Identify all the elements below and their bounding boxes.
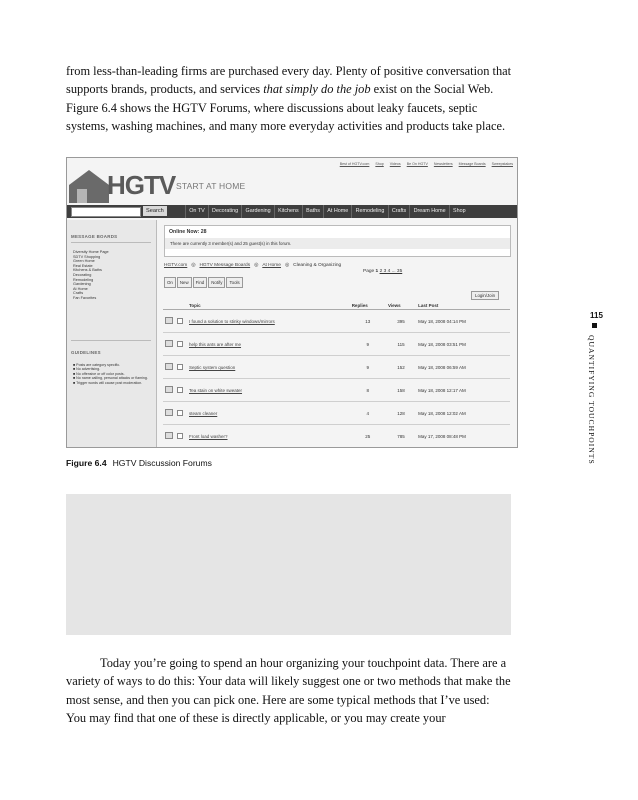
cell [163,356,175,379]
board-link[interactable]: Real Estate [73,263,93,268]
topic-link[interactable]: I found a solution to stinky windows/mirrors [189,318,275,324]
cell [175,356,187,379]
tagline: START AT HOME [176,181,246,191]
last-post-cell: May 18, 2008 04:14 PM [416,310,510,333]
forum-sidebar [67,220,157,447]
square-bullet-icon [592,323,597,328]
board-list [73,250,109,301]
running-head: QUANTIFYING TOUCHPOINTS [587,335,596,465]
table-row[interactable] [163,379,510,402]
breadcrumb-link[interactable]: HGTV.com [164,263,188,268]
top-link[interactable]: Shop [375,162,384,166]
topic-link[interactable]: Septic system question [189,364,236,370]
guideline-item: ■ Posts are category specific. [73,363,121,367]
board-link[interactable]: At Home [73,286,88,291]
top-link[interactable]: Be On HGTV [406,162,428,166]
body-paragraph-2: Today you’re going to spend an hour organizing your touchpoint data. There are a variety of ways to do this: Your data will likely suggest one or two methods that make the most sense, and then you can pick one. Here are some typical methods that I’ve used: You may find that one of these is directly applicable, or you may create your [66,656,511,726]
last-post-cell: May 18, 2008 12:17 AM [416,379,510,402]
views-cell [386,448,416,449]
views-cell: 785 [386,425,416,448]
last-post-cell: May 18, 2008 03:51 PM [416,333,510,356]
nav-items [185,205,469,218]
thread-icon [165,409,173,416]
top-links [340,162,513,166]
topics-table [163,301,510,448]
post-icon [177,387,183,393]
col-views: Views [386,301,416,310]
nav-item[interactable]: Decorating [208,205,241,218]
col-last-post: Last Post [416,301,510,310]
paragraph-1-emphasis: that simply do the job [263,82,371,97]
tool-on-button[interactable]: On [164,277,176,288]
search-input[interactable] [71,207,141,217]
guideline-item: ■ No name calling, personal attacks or flaming. [73,376,148,381]
post-icon [177,364,183,370]
sidebar-divider [71,340,151,341]
cell [163,448,175,449]
search-button[interactable]: Search [143,206,167,216]
topic-link[interactable]: help this ants are after me [189,341,242,347]
guideline-item: ■ No advertising. [73,367,101,372]
breadcrumb-separator-icon: ◎ [191,263,196,268]
col-topic: Topic [187,301,350,310]
nav-item[interactable]: On TV [185,205,208,218]
online-title: Online Now: 28 [169,229,207,235]
views-cell: 395 [386,310,416,333]
replies-cell: 25 [350,425,386,448]
post-icon [177,433,183,439]
sidebar-divider [71,242,151,243]
board-link[interactable]: Decorating [73,272,92,277]
post-icon [177,318,183,324]
board-link[interactable]: Remodeling [73,277,94,282]
caption-text: HGTV Discussion Forums [112,458,212,468]
table-header [163,301,510,310]
online-now-box [164,225,511,257]
cell [163,379,175,402]
pager-current: 1 [375,269,379,274]
replies-cell: 4 [350,402,386,425]
views-cell: 128 [386,402,416,425]
thread-icon [165,386,173,393]
pager-links[interactable]: 2 3 4 ... 35 [379,269,403,274]
replies-cell: 13 [350,310,386,333]
views-cell: 115 [386,333,416,356]
top-link[interactable]: Sweepstakes [491,162,513,166]
board-link[interactable]: Diversity Home Page [73,250,109,254]
top-link[interactable]: Best of HGTV.com [339,162,370,166]
nav-item[interactable]: Shop [449,205,469,218]
nav-item[interactable]: Remodeling [351,205,387,218]
paragraph-1-part1: from less-than-leading firms are purchased every day. Plenty of positive conversation that supports brands, products, and services [66,64,512,97]
board-link[interactable]: Green Home [73,259,95,264]
cell [175,310,187,333]
body-paragraph-1 [66,62,512,136]
hgtv-logo[interactable]: HGTV [107,170,176,200]
guidelines-list [73,363,151,385]
caption-label: Figure 6.4 [66,458,107,468]
board-link[interactable]: SDTV Shopping [73,254,101,259]
breadcrumb-separator-icon: ◎ [254,263,259,268]
replies-cell [350,448,386,449]
last-post-cell: May 17, 2008 08:48 PM [416,425,510,448]
cell [163,425,175,448]
breadcrumb-link[interactable]: At Home [262,263,281,268]
page-number: 115 [590,311,603,320]
replies-cell: 9 [350,356,386,379]
cell [163,333,175,356]
topic-link[interactable]: steam cleaner [189,410,218,416]
replies-cell: 8 [350,379,386,402]
cell [187,379,350,402]
figure-hgtv-forums [66,157,518,448]
nav-item[interactable]: Gardening [241,205,274,218]
pager-label: Page [363,269,375,274]
cell [187,310,350,333]
nav-item[interactable]: At Home [323,205,351,218]
cell [175,448,187,449]
paragraph-1-part2: exist on the Social Web. Figure 6.4 shows the HGTV Forums, where discussions about leaky faucets, septic systems, washing machines, and many more everyday activities and products take place. [66,82,506,134]
thread-icon [165,340,173,347]
cell [175,425,187,448]
cell [175,402,187,425]
replies-cell: 9 [350,333,386,356]
guidelines-heading: GUIDELINES [71,350,101,355]
col-replies: Replies [350,301,386,310]
table-row[interactable] [163,448,510,449]
views-cell: 158 [386,379,416,402]
table-row[interactable] [163,310,510,333]
breadcrumb-link[interactable]: HGTV Message Boards [199,263,251,268]
forum-toolbar [164,277,243,288]
cell [187,333,350,356]
icon-col [175,301,187,310]
thread-icon [165,363,173,370]
pager [363,269,402,274]
board-link[interactable]: Crafts [73,291,84,296]
tool-find-button[interactable]: Find [193,277,208,288]
placeholder-box [66,494,511,635]
cell [163,402,175,425]
board-link[interactable]: Fan Favorites [73,295,97,300]
online-row [165,238,510,249]
nav-item[interactable]: Crafts [388,205,410,218]
cell [187,448,350,449]
nav-bar [67,205,517,218]
tool-notify-button[interactable]: Notify [208,277,225,288]
cell [187,356,350,379]
thread-icon [165,317,173,324]
nav-item[interactable]: Baths [302,205,323,218]
last-post-cell [416,448,510,449]
views-cell: 152 [386,356,416,379]
topic-link[interactable]: Tea stain on white sweater [189,387,243,393]
online-text: There are currently 3 member(s) and 25 guest(s) in this forum. [170,241,292,246]
message-boards-heading: MESSAGE BOARDS [71,234,118,239]
breadcrumb [164,263,341,268]
breadcrumb-separator-icon: ◎ [284,263,290,268]
guideline-item: ■ Trigger words will cause post moderation. [73,380,143,385]
breadcrumb-current: Cleaning & Organizing [293,263,342,268]
table-row[interactable] [163,356,510,379]
table-row[interactable] [163,425,510,448]
tool-new-button[interactable]: New [177,277,192,288]
tool-tools-button[interactable]: Tools [226,277,242,288]
cell [187,425,350,448]
cell [175,333,187,356]
top-link[interactable]: Videos [389,162,401,166]
icon-col [163,301,175,310]
nav-item[interactable]: Dream Home [409,205,448,218]
cell [175,379,187,402]
board-link[interactable]: Kitchens & Baths [73,268,102,273]
top-link[interactable]: Message Boards [458,162,486,166]
last-post-cell: May 18, 2008 12:02 AM [416,402,510,425]
cell [187,402,350,425]
thread-icon [165,432,173,439]
table-row[interactable] [163,402,510,425]
board-link[interactable]: Gardening [73,282,91,287]
post-icon [177,341,183,347]
table-row[interactable] [163,333,510,356]
figure-caption [66,458,212,468]
post-icon [177,410,183,416]
top-link[interactable]: Newsletters [433,162,453,166]
topic-link[interactable]: Front load washer? [189,433,228,439]
login-join-button[interactable]: Login/Join [471,291,499,300]
last-post-cell: May 18, 2008 06:59 AM [416,356,510,379]
guideline-item: ■ No offensive or off color posts. [73,371,125,376]
nav-item[interactable]: Kitchens [274,205,302,218]
cell [163,310,175,333]
